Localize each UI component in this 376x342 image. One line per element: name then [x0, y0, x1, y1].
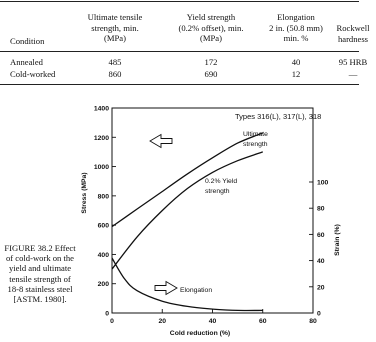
- y2-tick-label: 0: [317, 310, 321, 318]
- y-axis-label: Stress (MPa): [81, 172, 88, 214]
- ultimate-strength-label: Ultimate strength: [243, 131, 268, 148]
- plot-frame: [112, 108, 313, 313]
- x-tick-label: 0: [110, 318, 114, 325]
- y-tick-label: 200: [97, 281, 109, 289]
- row-elongation: 40: [291, 57, 301, 67]
- y2-tick-label: 20: [317, 284, 325, 292]
- y2-axis-label: Strain (%): [334, 224, 341, 256]
- yield-strength-label: 0.2% Yield strength: [205, 178, 238, 195]
- elongation-line: [112, 258, 263, 310]
- y2-tick-label: 60: [317, 231, 325, 239]
- caption-line: tensile strength of: [9, 273, 71, 284]
- header-yield-line3: (MPa): [200, 33, 222, 44]
- x-tick-label: 20: [158, 318, 167, 325]
- chart-title: Types 316(L), 317(L), 318: [235, 112, 322, 121]
- caption-line: yield and ultimate: [8, 263, 72, 274]
- ultimate-strength-line: [112, 133, 263, 227]
- x-tick-label: 80: [309, 318, 317, 325]
- caption-line: 18-8 stainless steel: [7, 283, 73, 294]
- row-elongation: 12: [291, 69, 301, 79]
- y2-tick-label: 80: [317, 205, 325, 213]
- header-rockwell-line2: hardness: [337, 33, 369, 44]
- y-tick-label: 0: [105, 310, 109, 318]
- header-condition: Condition: [10, 36, 45, 46]
- header-uts-line1: Ultimate tensile: [87, 12, 143, 22]
- right-arrow-icon: [155, 282, 177, 295]
- header-yield-line2: (0.2% offset), min.: [178, 22, 244, 33]
- y-tick-label: 1400: [93, 105, 109, 113]
- row-yield: 690: [204, 69, 218, 79]
- x-axis-label: Cold reduction (%): [169, 330, 231, 337]
- header-elongation-line3: min. %: [283, 33, 309, 44]
- header-elongation-line2: 2 in. (50.8 mm): [269, 22, 323, 33]
- row-yield: 172: [204, 57, 218, 67]
- row-uts: 860: [108, 69, 122, 79]
- elongation-label: Elongation: [180, 287, 213, 294]
- x-tick-label: 60: [258, 318, 267, 325]
- y-tick-label: 400: [97, 251, 109, 259]
- row-condition: Annealed: [10, 57, 43, 67]
- caption-line: [ASTM. 1980].: [13, 294, 67, 305]
- x-tick-label: 40: [208, 318, 217, 325]
- header-elongation-line1: Elongation: [277, 12, 315, 22]
- y2-tick-label: 40: [317, 258, 325, 266]
- left-arrow-icon: [150, 135, 172, 148]
- header-uts-line3: (MPa): [104, 33, 126, 44]
- header-rockwell-line1: Rockwell: [336, 23, 370, 33]
- y-tick-label: 800: [97, 193, 109, 201]
- row-condition: Cold-worked: [10, 69, 56, 79]
- y-tick-label: 1000: [93, 164, 109, 172]
- caption-line: FIGURE 38.2 Effect: [4, 243, 76, 253]
- caption-line: of cold-work on the: [5, 253, 75, 264]
- series: [112, 133, 263, 311]
- y-tick-label: 600: [97, 222, 109, 230]
- row-hardness: —: [348, 69, 358, 79]
- row-uts: 485: [108, 57, 122, 67]
- y-tick-label: 1200: [93, 134, 109, 142]
- header-yield-line1: Yield strength: [186, 12, 236, 22]
- header-uts-line2: strength, min.: [91, 22, 139, 33]
- row-hardness: 95 HRB: [338, 57, 368, 67]
- y2-tick-label: 100: [317, 179, 329, 187]
